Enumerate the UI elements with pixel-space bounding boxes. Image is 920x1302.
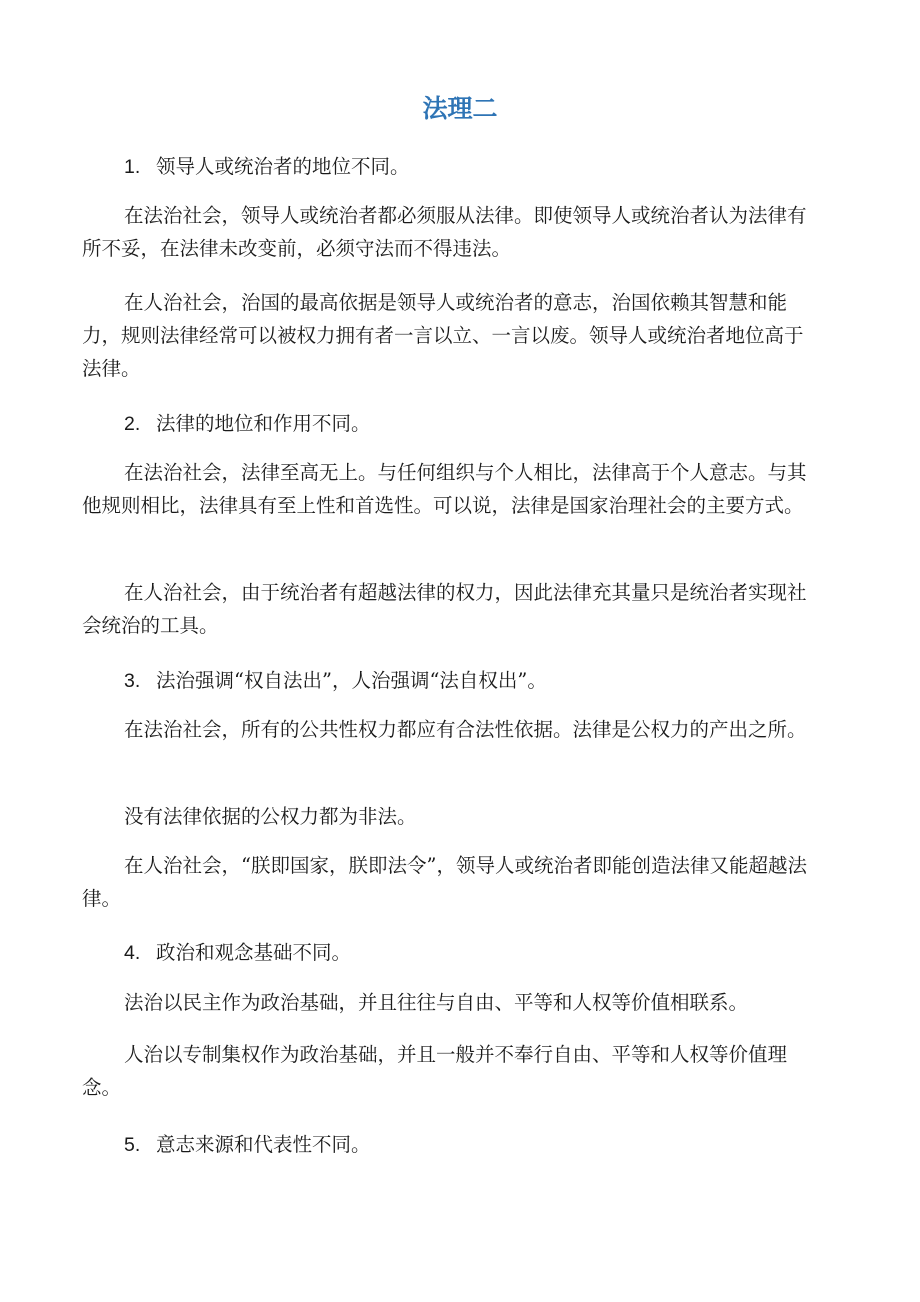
section-number: 4. <box>124 942 141 964</box>
section-number: 3. <box>124 670 141 692</box>
section-heading-text: 领导人或统治者的地位不同。 <box>156 155 410 178</box>
section-heading-4 <box>82 936 818 970</box>
section-number: 5. <box>124 1134 141 1156</box>
section-heading-text: 法律的地位和作用不同。 <box>156 412 371 435</box>
paragraph: 法治以民主作为政治基础，并且往往与自由、平等和人权等价值相联系。 <box>124 991 749 1014</box>
section-number: 2. <box>124 413 141 435</box>
section-heading-text: 政治和观念基础不同。 <box>156 941 352 964</box>
section-heading-text: 法治强调“权自法出”，人治强调“法自权出”。 <box>156 669 547 692</box>
section-heading-2 <box>82 407 818 441</box>
section-heading-1 <box>82 150 818 184</box>
paragraph: 没有法律依据的公权力都为非法。 <box>124 805 417 828</box>
paragraph: 在法治社会，法律至高无上。与任何组织与个人相比，法律高于个人意志。与其他规则相比，法律具有至上性和首选性。可以说，法律是国家治理社会的主要方式。 <box>82 461 807 517</box>
section-heading-3 <box>82 664 818 698</box>
paragraph: 在法治社会，所有的公共性权力都应有合法性依据。法律是公权力的产出之所。 <box>124 718 807 741</box>
paragraph: 在人治社会，由于统治者有超越法律的权力，因此法律充其量只是统治者实现社会统治的工具。 <box>82 581 807 637</box>
section-heading-text: 意志来源和代表性不同。 <box>156 1133 371 1156</box>
paragraph: 人治以专制集权作为政治基础，并且一般并不奉行自由、平等和人权等价值理念。 <box>82 1043 788 1099</box>
section-heading-5 <box>82 1128 818 1162</box>
document-title: 法理二 <box>422 94 498 123</box>
paragraph: 在法治社会，领导人或统治者都必须服从法律。即使领导人或统治者认为法律有所不妥，在法律未改变前，必须守法而不得违法。 <box>82 204 807 260</box>
paragraph: 在人治社会，“朕即国家，朕即法令”，领导人或统治者即能创造法律又能超越法律。 <box>82 854 807 910</box>
paragraph: 在人治社会，治国的最高依据是领导人或统治者的意志，治国依赖其智慧和能力，规则法律经常可以被权力拥有者一言以立、一言以废。领导人或统治者地位高于法律。 <box>82 291 804 380</box>
section-number: 1. <box>124 156 141 178</box>
